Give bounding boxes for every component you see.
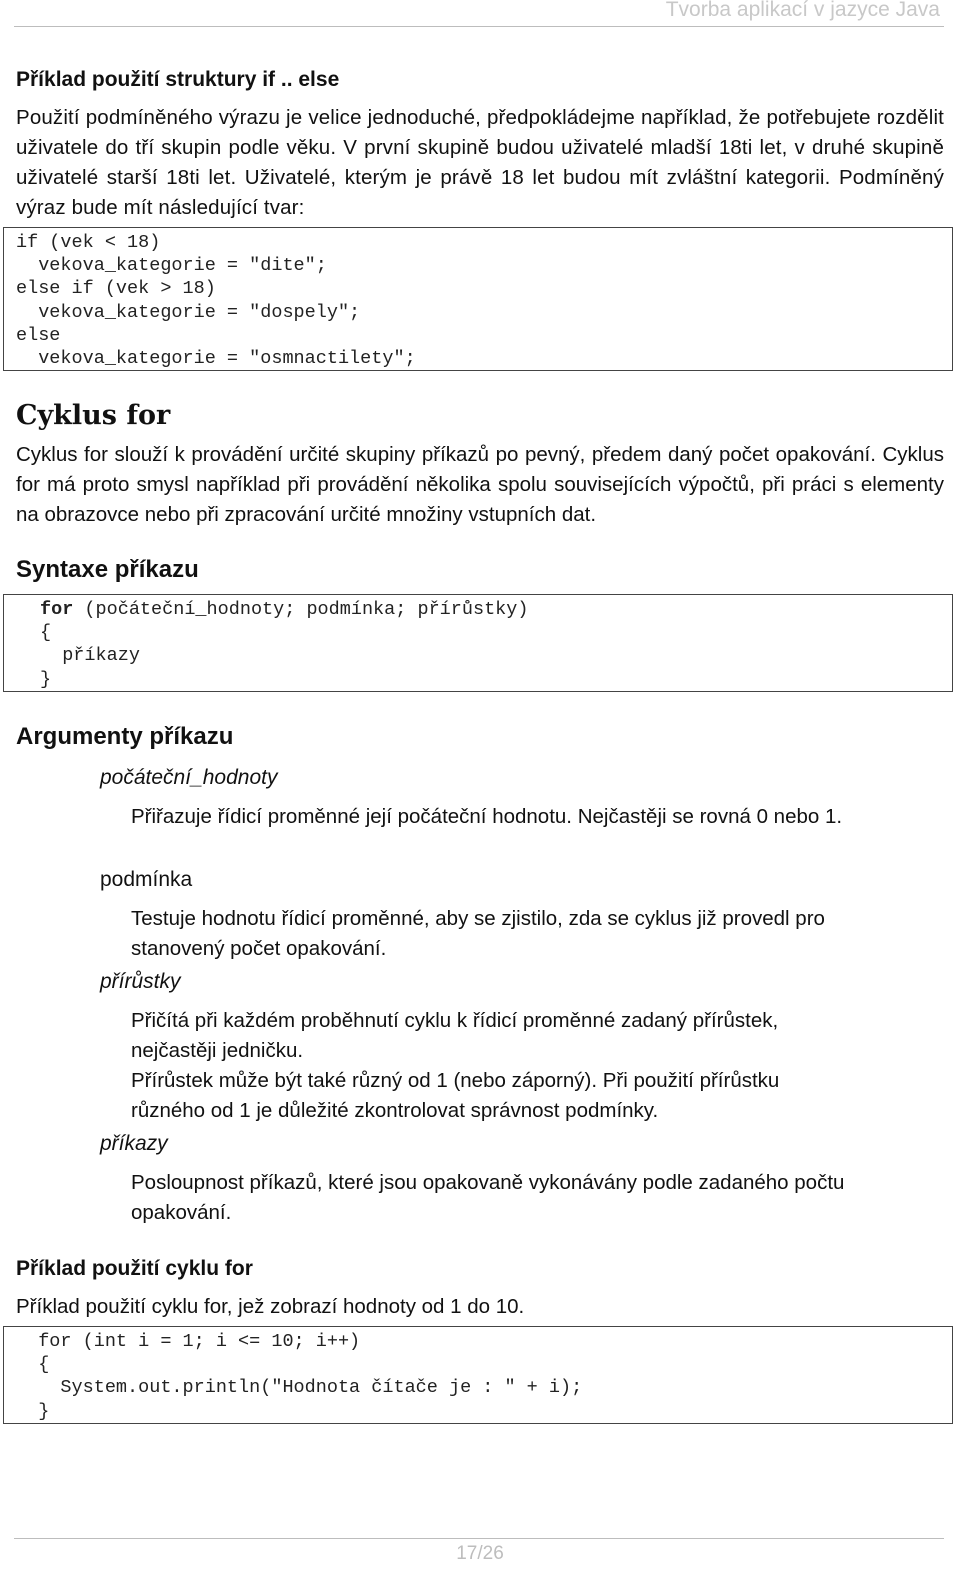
syntax-line-2: { — [40, 622, 52, 644]
arg-desc-podminka: Testuje hodnotu řídicí proměnné, aby se zjistilo, zda se cyklus již provedl pro stanovený počet opakování. — [131, 907, 825, 960]
code-line: if (vek < 18) — [16, 232, 161, 253]
priklad-for-heading: Příklad použití cyklu for — [16, 1257, 253, 1280]
page-number: 17/26 — [456, 1543, 504, 1564]
syntax-code-box — [3, 594, 953, 692]
arg-desc-prirustky-note: Přírůstek může být také různý od 1 (nebo záporný). Při použití přírůstku různého od 1 je důležité zkontrolovat správnost podmínky. — [131, 1069, 780, 1122]
ifelse-code — [4, 228, 952, 370]
ifelse-paragraph-tail: Podmíněný výraz bude mít následující tvar: — [16, 166, 944, 219]
cyklus-for-paragraph: Cyklus for slouží k provádění určité skupiny příkazů po pevný, předem daný počet opakování. Cyklus for má proto smysl například při provádění několika spolu souvisejících výpočtů, při práci s elementy na obrazovce nebo při zpracování určité množiny vstupních dat. — [16, 443, 944, 526]
ifelse-heading: Příklad použití struktury if .. else — [16, 68, 340, 91]
for-example-code — [4, 1327, 952, 1423]
syntax-line-3: příkazy — [40, 645, 140, 667]
priklad-for-paragraph: Příklad použití cyklu for, jež zobrazí hodnoty od 1 do 10. — [16, 1295, 525, 1318]
syntax-code — [4, 595, 952, 691]
code-line: for (int i = 1; i <= 10; i++) — [16, 1331, 361, 1352]
header-divider — [14, 26, 944, 27]
ifelse-paragraph-text: Použití podmíněného výrazu je velice jednoduché, předpokládejme například, že potřebujete rozdělit uživatele do tří skupin podle věku. V první skupině budou uživatelé mladší 18ti let, v druhé skupině uživatelé starší 18ti let. Uživatelé, kterým je právě 18 let budou mít zvláštní kategorii. — [16, 106, 944, 189]
code-line: vekova_kategorie = "osmnactilety"; — [16, 348, 416, 370]
for-keyword: for — [40, 599, 74, 620]
code-line: else — [16, 324, 61, 346]
footer-divider — [14, 1538, 944, 1539]
ifelse-code-box — [3, 227, 953, 371]
arg-term-prirustky: přírůstky — [100, 970, 181, 993]
code-line: else if (vek > 18) — [16, 278, 216, 300]
arg-term-podminka: podmínka — [100, 868, 193, 891]
code-line: vekova_kategorie = "dospely"; — [16, 301, 361, 323]
section-heading-cyklus-for: Cyklus for — [16, 400, 171, 431]
running-header-title: Tvorba aplikací v jazyce Java — [665, 0, 940, 21]
syntax-line-1 — [40, 598, 952, 621]
argumenty-heading: Argumenty příkazu — [16, 723, 234, 750]
syntax-line-4: } — [40, 668, 52, 690]
for-example-code-box — [3, 1326, 953, 1424]
syntaxe-heading: Syntaxe příkazu — [16, 556, 199, 583]
code-line: { — [16, 1354, 50, 1376]
code-line: System.out.println("Hodnota čítače je : " + i); — [16, 1377, 583, 1399]
arg-desc-pocatecni-hodnoty: Přiřazuje řídicí proměnné její počáteční hodnotu. Nejčastěji se rovná 0 nebo 1. — [131, 805, 843, 828]
arg-term-prikazy: příkazy — [100, 1132, 168, 1155]
arg-desc-prikazy: Posloupnost příkazů, které jsou opakovaně vykonávány podle zadaného počtu opakování. — [131, 1171, 845, 1224]
code-line: } — [16, 1400, 50, 1422]
syntax-params: (počáteční_hodnoty; podmínka; přírůstky) — [73, 599, 529, 620]
arg-term-pocatecni-hodnoty: počáteční_hodnoty — [100, 766, 278, 789]
code-line: vekova_kategorie = "dite"; — [16, 255, 327, 277]
ifelse-paragraph — [16, 103, 944, 223]
arg-desc-prirustky: Přičítá při každém proběhnutí cyklu k řídicí proměnné zadaný přírůstek, nejčastěji jedničku. — [131, 1009, 779, 1062]
